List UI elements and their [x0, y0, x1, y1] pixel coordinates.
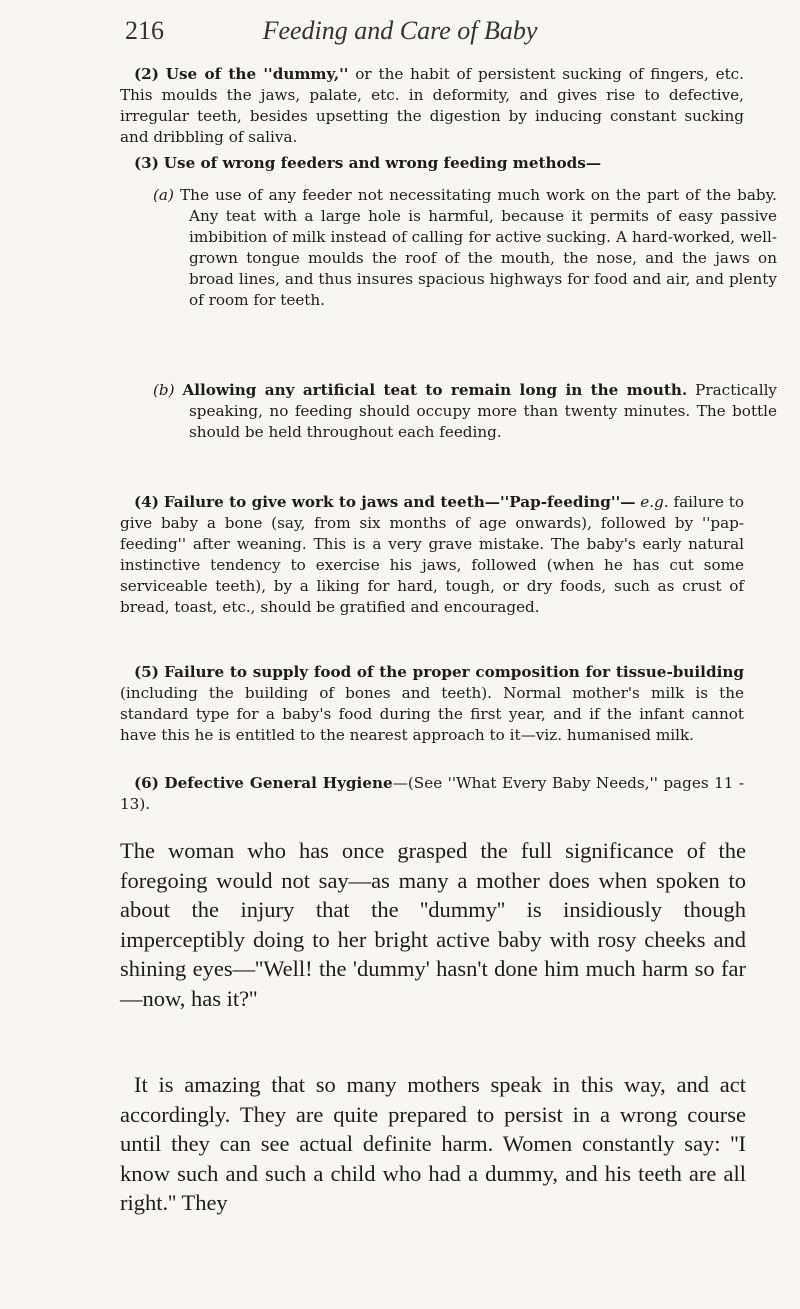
running-title: Feeding and Care of Baby	[262, 16, 538, 45]
item-heading: Use of wrong feeders and wrong feeding methods—	[163, 154, 602, 172]
list-item-6	[120, 773, 744, 815]
item-text: failure to give baby a bone (say, from six months of age onwards), followed by ''pap-feeding'' after weaning. This is a very grave mistake. The baby's early natural instinctive tendency to exercise his jaws, followed (when he has cut some serviceable teeth), by a liking for hard, tough, or dry foods, such as crust of bread, toast, etc., should be gratified and encouraged.	[120, 493, 745, 616]
item-number: (3)	[134, 154, 159, 172]
list-item-3	[120, 153, 744, 174]
item-text: (including the building of bones and teeth). Normal mother's milk is the standard type for a baby's food during the first year, and if the infant cannot have this he is entitled to the nearest approach to it—viz. humanised milk.	[120, 684, 744, 744]
body-paragraph-2: It is amazing that so many mothers speak in this way, and act accordingly. They are quite prepared to persist in a wrong course until they can see actual definite harm. Women constantly say: ''I know such and such a child who had a dummy, and his teeth are all right.'' They	[120, 1072, 746, 1215]
page-number: 216	[125, 16, 164, 45]
item-text: or the habit of persistent sucking of fingers, etc. This moulds the jaws, palate, etc. in deformity, and gives rise to defective, irregular teeth, besides upsetting the digestion by inducing constant sucking and dribbling of saliva.	[120, 65, 745, 146]
list-item-5	[120, 662, 744, 746]
list-item-3a	[153, 185, 777, 311]
item-label: (b)	[153, 381, 175, 399]
item-label: (a)	[153, 186, 174, 204]
item-text: The use of any feeder not necessitating much work on the part of the baby. Any teat with a large hole is harmful, because it permits of easy passive imbibition of milk instead of calling for active sucking. A hard-worked, well-grown tongue moulds the roof of the mouth, the nose, and the jaws on broad lines, and thus insures spacious highways for food and air, and plenty of room for teeth.	[180, 186, 778, 309]
item-heading: Defective General Hygiene	[164, 774, 393, 792]
item-number: (5)	[134, 663, 159, 681]
item-eg: e.g.	[640, 493, 669, 511]
list-item-3b	[153, 380, 777, 443]
body-paragraph-1: The woman who has once grasped the full significance of the foregoing would not say—as many a mother does when spoken to about the injury that the ''dummy'' is insidiously though imperceptibly doing to her bright active baby with rosy cheeks and shining eyes—''Well! the 'dummy' hasn't done him much harm so far—now, has it?''	[120, 838, 746, 1011]
item-number: (4)	[134, 493, 159, 511]
item-heading: Failure to give work to jaws and teeth—''Pap-feeding''—	[163, 493, 636, 511]
item-number: (2)	[134, 65, 159, 83]
item-text: —(See ''What Every Baby Needs,'' pages 11 - 13).	[120, 774, 744, 813]
item-heading: Use of the ''dummy,''	[165, 65, 349, 83]
item-text: Practically speaking, no feeding should occupy more than twenty minutes. The bottle should be held throughout each feeding.	[189, 381, 778, 441]
item-heading: Allowing any artificial teat to remain long in the mouth.	[182, 381, 688, 399]
page-header	[0, 16, 800, 56]
item-heading: Failure to supply food of the proper composition for tissue-building	[164, 663, 744, 681]
item-number: (6)	[134, 774, 159, 792]
list-item-2	[120, 64, 744, 148]
list-item-4	[120, 492, 744, 618]
